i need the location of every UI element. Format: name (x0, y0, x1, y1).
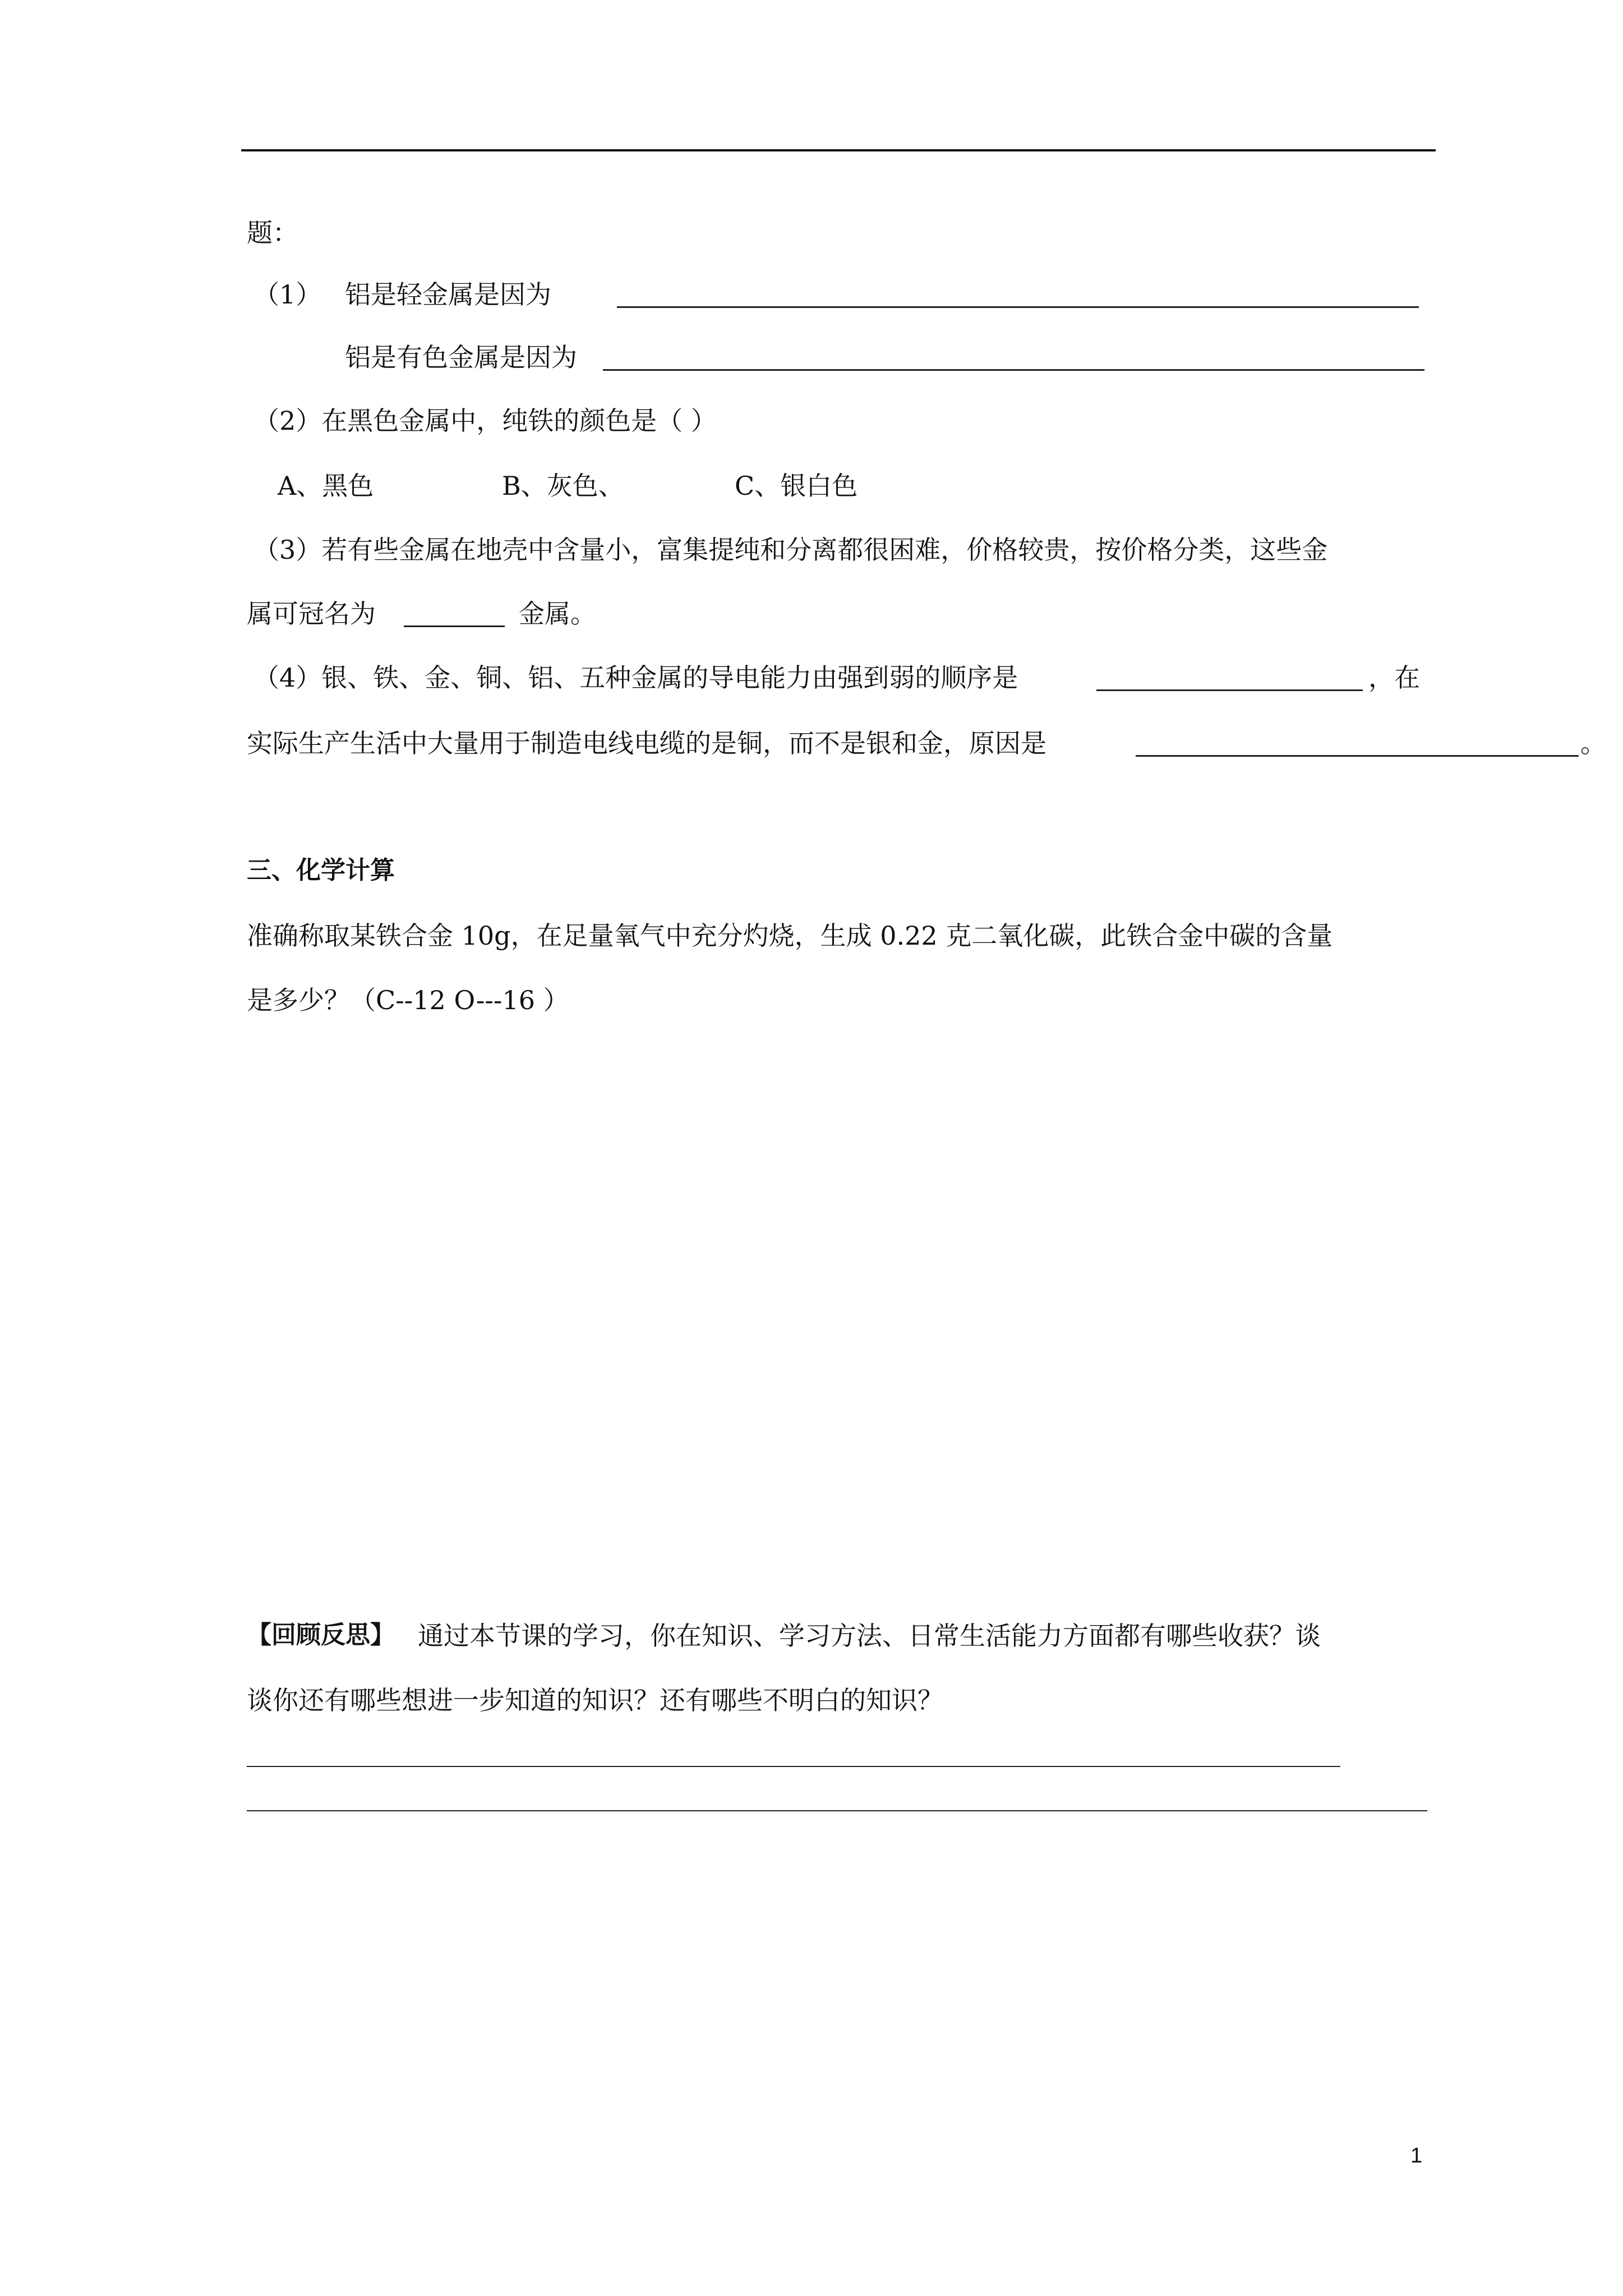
page-number: 1 (1410, 2144, 1423, 2168)
q1-answer-blank-2[interactable] (603, 369, 1424, 371)
section3-line1: 准确称取某铁合金 10g，在足量氧气中充分灼烧，生成 0.22 克二氧化碳，此铁合金中碳的含量 (247, 921, 1333, 951)
q4-answer-blank-2[interactable] (1136, 755, 1579, 757)
q2-option-c: C、银白色 (735, 471, 858, 501)
q1-line1: 铝是轻金属是因为 (345, 279, 551, 310)
section3-line2: 是多少？（C--12 O---16 ） (247, 985, 569, 1015)
q1-number: （1） (253, 279, 322, 310)
review-label: 【回顾反思】 (247, 1621, 395, 1649)
q4-answer-blank-1[interactable] (1096, 689, 1363, 691)
q4-line1-after: ，在 (1368, 662, 1420, 693)
q4-line1-before: （4）银、铁、金、铜、铝、五种金属的导电能力由强到弱的顺序是 (253, 662, 1018, 693)
header-rule (241, 149, 1436, 151)
q2-option-a: A、黑色 (278, 471, 374, 501)
q2-stem: （2）在黑色金属中，纯铁的颜色是（ ） (253, 406, 717, 436)
q3-answer-blank[interactable] (404, 625, 505, 627)
review-answer-line-2[interactable] (247, 1810, 1427, 1811)
review-answer-line-1[interactable] (247, 1766, 1340, 1767)
review-line2: 谈你还有哪些想进一步知道的知识？还有哪些不明白的知识？ (247, 1685, 943, 1715)
q3-line2-after: 金属。 (519, 599, 596, 629)
q1-line2: 铝是有色金属是因为 (345, 342, 577, 372)
continuation-label: 题： (247, 218, 298, 248)
q4-line2-before: 实际生产生活中大量用于制造电线电缆的是铜，而不是银和金，原因是 (247, 728, 1046, 758)
q1-answer-blank-1[interactable] (617, 306, 1419, 308)
q3-line2-before: 属可冠名为 (247, 599, 376, 629)
q4-line2-after: 。 (1580, 728, 1606, 758)
q3-line1: （3）若有些金属在地壳中含量小，富集提纯和分离都很困难，价格较贵，按价格分类，这些金 (253, 535, 1328, 565)
review-line1: 通过本节课的学习，你在知识、学习方法、日常生活能力方面都有哪些收获？谈 (418, 1621, 1321, 1651)
section3-heading: 三、化学计算 (247, 856, 395, 885)
q2-option-b: B、灰色、 (502, 471, 624, 501)
